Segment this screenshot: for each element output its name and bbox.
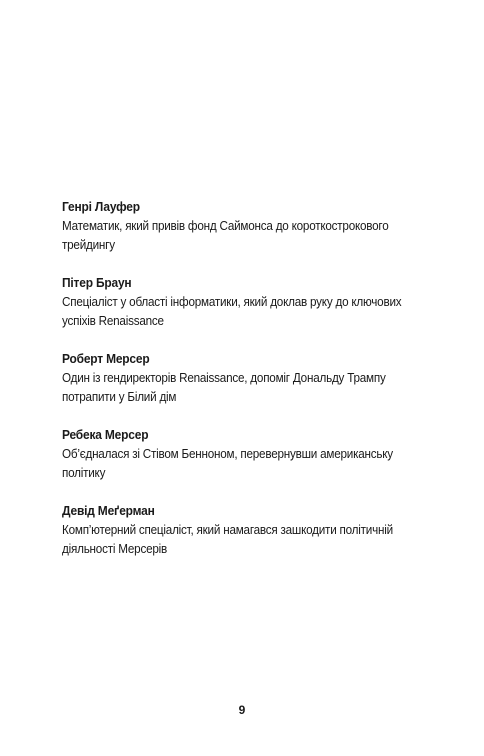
people-list bbox=[62, 197, 432, 577]
person-entry bbox=[62, 425, 432, 482]
person-description: Об’єдналася зі Стівом Бенноном, перевернувши американську політику bbox=[62, 446, 393, 480]
person-name: Ребека Мерсер bbox=[62, 427, 149, 442]
person-description: Один із гендиректорів Renaissance, допоміг Дональду Трампу потрапити у Білий дім bbox=[62, 370, 386, 404]
page-number: 9 bbox=[238, 703, 246, 717]
person-name: Девід Меґерман bbox=[62, 503, 155, 518]
person-name: Генрі Лауфер bbox=[62, 199, 140, 214]
person-entry bbox=[62, 349, 432, 406]
person-description: Математик, який привів фонд Саймонса до короткострокового трейдингу bbox=[62, 218, 389, 252]
person-entry bbox=[62, 273, 432, 330]
person-description: Комп’ютерний спеціаліст, який намагався зашкодити політичній діяльності Мерсерів bbox=[62, 522, 393, 556]
person-description: Спеціаліст у області інформатики, який доклав руку до ключових успіхів Renaissance bbox=[62, 294, 402, 328]
person-name: Пітер Браун bbox=[62, 275, 132, 290]
person-name: Роберт Мерсер bbox=[62, 351, 150, 366]
person-entry bbox=[62, 197, 432, 254]
person-entry bbox=[62, 501, 432, 558]
